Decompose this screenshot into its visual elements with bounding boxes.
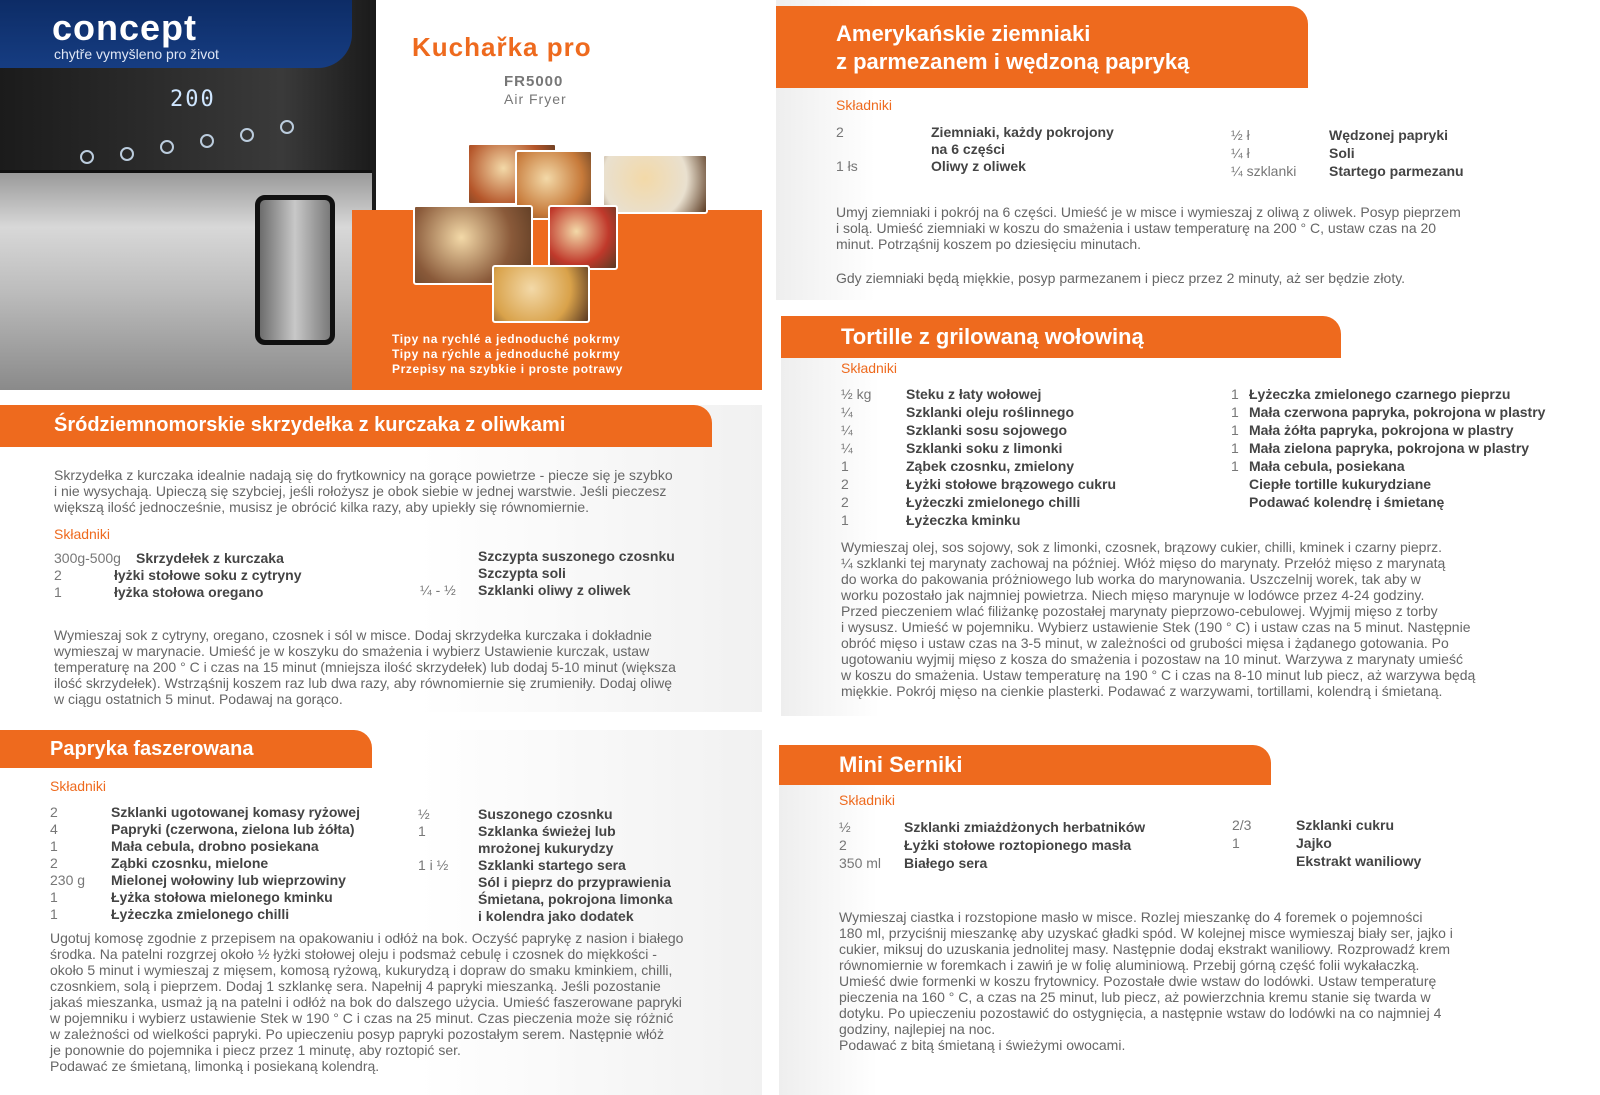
- ingredient-qty: 2: [836, 124, 844, 140]
- recipe-card-pepper: [0, 730, 762, 1095]
- ingredient-qty: 1: [841, 512, 849, 528]
- brand-name: concept: [52, 7, 198, 48]
- text-line: Wymieszaj ciastka i rozstopione masło w misce. Rozlej mieszankę do 4 foremek o pojemności: [839, 909, 1423, 925]
- ingredient-name: Szklanki cukru: [1296, 817, 1395, 833]
- text-line: i solą. Umieść ziemniaki w koszu do smażenia i ustaw temperaturę na 200 ° C, ustaw czas na 20: [836, 220, 1437, 236]
- recipe-title-bar: [0, 730, 372, 768]
- ingredient-name: Mała zielona papryka, pokrojona w plastry: [1249, 440, 1530, 456]
- ingredient-name: Łyżka stołowa mielonego kminku: [111, 889, 333, 905]
- ingredient-name: mrożonej kukurydzy: [478, 840, 614, 856]
- ingredient-name: Łyżeczka zmielonego czarnego pieprzu: [1249, 386, 1511, 402]
- recipe-title: Amerykańskie ziemniaki: [836, 21, 1091, 46]
- text-line: ilość skrzydełek). Wstrząśnij koszem raz lub dwa razy, aby równomiernie się zrumieniły. Dodaj oliwę: [54, 675, 673, 691]
- text-line: w pojemniku i wybierz ustawienie Stek w 190 ° C i czas na 25 minut. Czas pieczenia może się różnić: [50, 1010, 674, 1026]
- ingredient-qty: 1: [50, 906, 58, 922]
- brand-tagline: chytře vymyšleno pro život: [54, 46, 219, 62]
- control-icon: [120, 147, 134, 161]
- text-line: czosnkiem, solą i pieprzem. Dodaj 1 szklankę sera. Napełnij 4 papryki mieszanką. Jeśli pozostanie: [50, 978, 661, 994]
- text-line: Umyj ziemniaki i pokrój na 6 części. Umieść je w misce i wymieszaj z oliwą z oliwek. Posyp pieprzem: [836, 204, 1461, 220]
- text-line: Umieść dwie formenki w koszu frytownicy. Pozostałe dwie wstaw do lodówki. Ustaw temperaturę: [839, 973, 1437, 989]
- ingredient-name: Oliwy z oliwek: [931, 158, 1026, 174]
- control-icon: [160, 140, 174, 154]
- ingredient-qty: 2: [54, 567, 62, 583]
- ingredient-qty: 1: [418, 823, 426, 839]
- recipe-method: [841, 539, 1598, 699]
- text-line: Wymieszaj sok z cytryny, oregano, czosnek i sól w misce. Dodaj skrzydełka kurczaka i dokładnie: [54, 627, 652, 643]
- brand-logo: [0, 0, 352, 68]
- text-line: Ugotuj komosę zgodnie z przepisem na opakowaniu i odłóż na bok. Oczyść paprykę z nasion i białego: [50, 930, 684, 946]
- ingredient-name: Szklanki zmiażdżonych herbatników: [904, 819, 1146, 835]
- ingredient-name: Ząbki czosnku, mielone: [111, 855, 269, 871]
- text-line: około 5 minut i wymieszaj z mięsem, komosą ryżową, kukurydzą i dopraw do smaku kminkiem, chilli,: [50, 962, 673, 978]
- text-line: miękkie. Pokrój mięso na cienkie plasterki. Podawać z warzywami, tortillami, kolendrą i śmietaną.: [841, 683, 1443, 699]
- power-icon: [280, 120, 294, 134]
- text-line: temperaturę na 200 ° C i czas na 15 minut (mniejsza ilość skrzydełek) lub dodaj 5-10 minut (większa: [54, 659, 676, 675]
- text-line: 180 ml, przyciśnij mieszankę aby uzyskać gładki spód. W kolejnej misce wymieszaj biały ser, jajko i: [839, 925, 1453, 941]
- ingredient-name: Sól i pieprz do przyprawienia: [478, 874, 671, 890]
- text-line: wymieszaj w marynacie. Umieść je w koszyku do smażenia i wybierz Ustawienie kurczak, ustaw: [54, 643, 650, 659]
- text-line: ugotowaniu wyjmij mięso z kosza do smażenia i pozostaw na 10 minut. Warzywa z marynaty umieść: [841, 651, 1463, 667]
- ingredient-qty: ¼ szklanki: [1231, 163, 1297, 179]
- ingredient-name: Mielonej wołowiny lub wieprzowiny: [111, 872, 346, 888]
- ingredient-name: i kolendra jako dodatek: [478, 908, 634, 924]
- cover-tip: Przepisy na szybkie i proste potrawy: [392, 362, 624, 376]
- text-line: w zależności od wielkości papryki. Po upieczeniu posyp papryki pozostałym serem. Następnie włóż: [50, 1026, 664, 1042]
- ingredient-name: Skrzydełek z kurczaka: [136, 550, 284, 566]
- ingredient-name: Łyżeczka zmielonego chilli: [111, 906, 290, 922]
- air-fryer-handle: [255, 195, 335, 345]
- ingredient-name: Mała czerwona papryka, pokrojona w plastry: [1249, 404, 1546, 420]
- ingredients-label: Składniki: [836, 97, 893, 113]
- text-line: w ciągu ostatnich 5 minut. Podawaj na gorąco.: [54, 691, 343, 707]
- ingredient-qty: 1: [841, 458, 849, 474]
- ingredient-qty: 1: [1232, 835, 1240, 851]
- ingredient-name: Szklanka świeżej lub: [478, 823, 616, 839]
- text-line: równomiernie w foremkach i zawiń je w folię aluminiową. Przebij górną część folii wykałaczką.: [839, 957, 1420, 973]
- ingredient-name: Łyżki stołowe brązowego cukru: [906, 476, 1117, 492]
- cover-panel: [0, 0, 762, 390]
- recipe-title-bar: [779, 745, 1271, 785]
- recipe-card-potatoes: [776, 0, 1600, 300]
- recipe-title: z parmezanem i wędzoną papryką: [836, 49, 1190, 74]
- ingredient-name: Suszonego czosnku: [478, 806, 613, 822]
- ingredient-qty: ¼ - ½: [420, 582, 456, 598]
- ingredient-qty: 300g-500g: [54, 550, 121, 566]
- text-line: i wysusz. Umieść w pojemniku. Wybierz ustawienie Stek (190 ° C) i ustaw czas na 5 minut. Następnie: [841, 619, 1471, 635]
- ingredient-name: Soli: [1329, 145, 1355, 161]
- ingredient-qty: ¼ ł: [1231, 145, 1250, 161]
- text-line: worku pozostało jak najmniej powietrza. Niech mięso marynuje w lodówce przez 4-24 godziny.: [841, 587, 1425, 603]
- ingredient-qty: 2: [839, 837, 847, 853]
- recipe-title: Tortille z grilowaną wołowiną: [841, 324, 1144, 349]
- recipe-card-wings: [0, 405, 762, 712]
- ingredient-qty: 2: [841, 476, 849, 492]
- text-line: ¼ szklanki tej marynaty zachowaj na później. Włóż mięso do marynaty. Przełóż mięso z marynatą: [841, 555, 1446, 571]
- ingredient-qty: 230 g: [50, 872, 86, 888]
- text-line: Skrzydełka z kurczaka idealnie nadają się do frytkownicy na gorące powietrze - piecze się je szybko: [54, 467, 673, 483]
- ingredient-name: Białego sera: [904, 855, 988, 871]
- recipe-title: Mini Serniki: [839, 752, 963, 777]
- cover-tip: Tipy na rychlé a jednoduché pokrmy: [392, 332, 621, 346]
- ingredient-name: Szczypta soli: [478, 565, 566, 581]
- ingredient-name: Startego parmezanu: [1329, 163, 1464, 179]
- recipe-method: [50, 930, 760, 1074]
- food-photo: [548, 205, 618, 270]
- text-line: w koszu do smażenia. Ustaw temperaturę na 190 ° C i czas na 8-10 minut lub piecz, aż warzywa będą: [841, 667, 1476, 683]
- text-line: Wymieszaj olej, sos sojowy, sok z limonki, czosnek, brązowy cukier, chilli, kminek i czarny pieprz.: [841, 539, 1443, 555]
- control-icon: [80, 150, 94, 164]
- ingredient-name: Szklanki ugotowanej komasy ryżowej: [111, 804, 360, 820]
- recipe-method: [839, 909, 1598, 1053]
- ingredient-qty: ¼: [841, 422, 853, 438]
- text-line: większą ilość jednocześnie, musisz je obrócić kilka razy, aby upiekły się równomiernie.: [54, 499, 590, 515]
- recipe-title-bar: [0, 405, 712, 447]
- ingredient-qty: 1: [1231, 422, 1239, 438]
- recipe-intro: [54, 467, 760, 515]
- recipe-serving-note: Gdy ziemniaki będą miękkie, posyp parmezanem i piecz przez 2 minuty, aż ser będzie złoty.: [836, 270, 1406, 286]
- text-line: Podawać z bitą śmietaną i świeżymi owocami.: [839, 1037, 1126, 1053]
- recipe-card-tortilla: [781, 316, 1600, 716]
- recipe-title-bar: [781, 316, 1341, 358]
- ingredient-qty: 1: [1231, 386, 1239, 402]
- cover-model: FR5000: [504, 73, 564, 90]
- ingredient-qty: 2/3: [1232, 817, 1252, 833]
- ingredient-name: łyżki stołowe soku z cytryny: [114, 567, 302, 583]
- ingredient-name: Szklanki sosu sojowego: [906, 422, 1068, 438]
- ingredient-name: Łyżeczki zmielonego chilli: [906, 494, 1081, 510]
- ingredient-qty: 1: [50, 889, 58, 905]
- ingredient-name: Szklanki oleju roślinnego: [906, 404, 1075, 420]
- text-line: je ponownie do pojemnika i piecz przez 1 minutę, aby roztopić ser.: [50, 1042, 461, 1058]
- text-line: pieczenia na 160 ° C, a czas na 25 minut, lub piecz, aż powierzchnia kremu stanie się twarda w: [839, 989, 1431, 1005]
- ingredient-qty: 1: [54, 584, 62, 600]
- ingredient-qty: 1: [50, 838, 58, 854]
- ingredient-name: Mała cebula, drobno posiekana: [111, 838, 319, 854]
- ingredient-name: Steku z łaty wołowej: [906, 386, 1042, 402]
- ingredients-label: Składniki: [54, 526, 111, 542]
- ingredient-name: Ziemniaki, każdy pokrojony: [931, 124, 1114, 140]
- text-line: Przed pieczeniem wlać filiżankę pozostałej marynaty pieprzowo-cebulowej. Wyjmij mięso z torby: [841, 603, 1438, 619]
- ingredient-name: Wędzonej papryki: [1329, 127, 1449, 143]
- ingredient-name: Podawać kolendrę i śmietanę: [1249, 494, 1445, 510]
- ingredient-name: łyżka stołowa oregano: [114, 584, 264, 600]
- cover-tip: Tipy na rýchle a jednoduché pokrmy: [392, 347, 621, 361]
- text-line: obróć mięso i ustaw czas na 3-5 minut, w zależności od grubości mięsa i żądanego gotowania. Po: [841, 635, 1449, 651]
- text-line: minut. Potrząśnij koszem po dziesięciu minutach.: [836, 236, 1142, 252]
- recipe-title: Papryka faszerowana: [50, 738, 254, 760]
- ingredient-qty: ½ ł: [1231, 127, 1250, 143]
- ingredient-name: Szklanki startego sera: [478, 857, 626, 873]
- recipe-method: [54, 627, 760, 707]
- text-line: Podawać ze śmietaną, limonką i posiekaną kolendrą.: [50, 1058, 380, 1074]
- ingredient-name: Szklanki soku z limonki: [906, 440, 1063, 456]
- ingredient-name: Ciepłe tortille kukurydziane: [1249, 476, 1432, 492]
- ingredient-qty: 2: [841, 494, 849, 510]
- recipe-title: Śródziemnomorskie skrzydełka z kurczaka z oliwkami: [54, 414, 566, 436]
- ingredients-label: Składniki: [839, 792, 896, 808]
- ingredient-name: Papryki (czerwona, zielona lub żółta): [111, 821, 355, 837]
- text-line: godziny, najlepiej na noc.: [839, 1021, 996, 1037]
- ingredient-name: Łyżeczka kminku: [906, 512, 1021, 528]
- ingredient-name: Szczypta suszonego czosnku: [478, 548, 675, 564]
- ingredient-name: Mała cebula, posiekana: [1249, 458, 1405, 474]
- ingredient-name: Mała żółta papryka, pokrojona w plastry: [1249, 422, 1514, 438]
- ingredient-name: Śmietana, pokrojona limonka: [478, 891, 673, 907]
- ingredient-name: Szklanki oliwy z oliwek: [478, 582, 631, 598]
- control-icon: [240, 128, 254, 142]
- ingredient-name: Łyżki stołowe roztopionego masła: [904, 837, 1132, 853]
- text-line: środka. Na patelni rozgrzej około ½ łyżki stołowej oleju i podsmaż cebulę i czosnek do miękkości -: [50, 946, 657, 962]
- ingredient-qty: 2: [50, 855, 58, 871]
- text-line: dotyku. Po upieczeniu pozostawić do ostygnięcia, a następnie wstaw do lodówki na co najmniej 4: [839, 1005, 1442, 1021]
- ingredient-qty: ¼: [841, 440, 853, 456]
- food-photo: [492, 265, 590, 323]
- cover-title: Kuchařka pro: [412, 32, 592, 62]
- text-line: cukier, miksuj do uzuskania jednolitej masy. Następnie dodaj ekstrakt waniliowy. Rozprowadź krem: [839, 941, 1451, 957]
- ingredient-qty: 1: [1231, 440, 1239, 456]
- control-icon: [200, 134, 214, 148]
- recipe-method: [836, 204, 1598, 252]
- ingredient-name: Ząbek czosnku, zmielony: [906, 458, 1075, 474]
- ingredient-qty: ½: [839, 819, 851, 835]
- ingredient-qty: 1 łs: [836, 158, 858, 174]
- ingredient-name: Ekstrakt waniliowy: [1296, 853, 1422, 869]
- ingredient-qty: 1: [1231, 404, 1239, 420]
- ingredient-qty: ½ kg: [841, 386, 872, 402]
- fryer-display: 200: [170, 87, 216, 112]
- ingredient-qty: ½: [418, 806, 430, 822]
- food-photo: [602, 154, 708, 214]
- ingredients-label: Składniki: [50, 778, 107, 794]
- ingredient-qty: 2: [50, 804, 58, 820]
- ingredient-qty: 4: [50, 821, 58, 837]
- ingredient-qty: 1 i ½: [418, 857, 449, 873]
- ingredient-name: na 6 części: [931, 141, 1005, 157]
- text-line: i nie wysychają. Upieczą się szybciej, jeśli rołożysz je obok siebie w jednej warstwie. Jeśli pieczesz: [54, 483, 667, 499]
- ingredient-qty: 1: [1231, 458, 1239, 474]
- ingredient-name: Jajko: [1296, 835, 1332, 851]
- cover-subtitle: Air Fryer: [504, 91, 567, 107]
- ingredient-qty: 350 ml: [839, 855, 882, 871]
- recipe-title-bar: [776, 6, 1308, 88]
- text-line: jakaś mieszanka, usmaż ją na patelni i odłóż na bok do dalszego użycia. Umieść faszerowane papryki: [50, 994, 682, 1010]
- recipe-card-cheesecake: [779, 745, 1600, 1095]
- ingredients-label: Składniki: [841, 360, 898, 376]
- ingredient-qty: ¼: [841, 404, 853, 420]
- text-line: do worka do pakowania próżniowego lub worka do marynowania. Uszczelnij worek, tak aby w: [841, 571, 1421, 587]
